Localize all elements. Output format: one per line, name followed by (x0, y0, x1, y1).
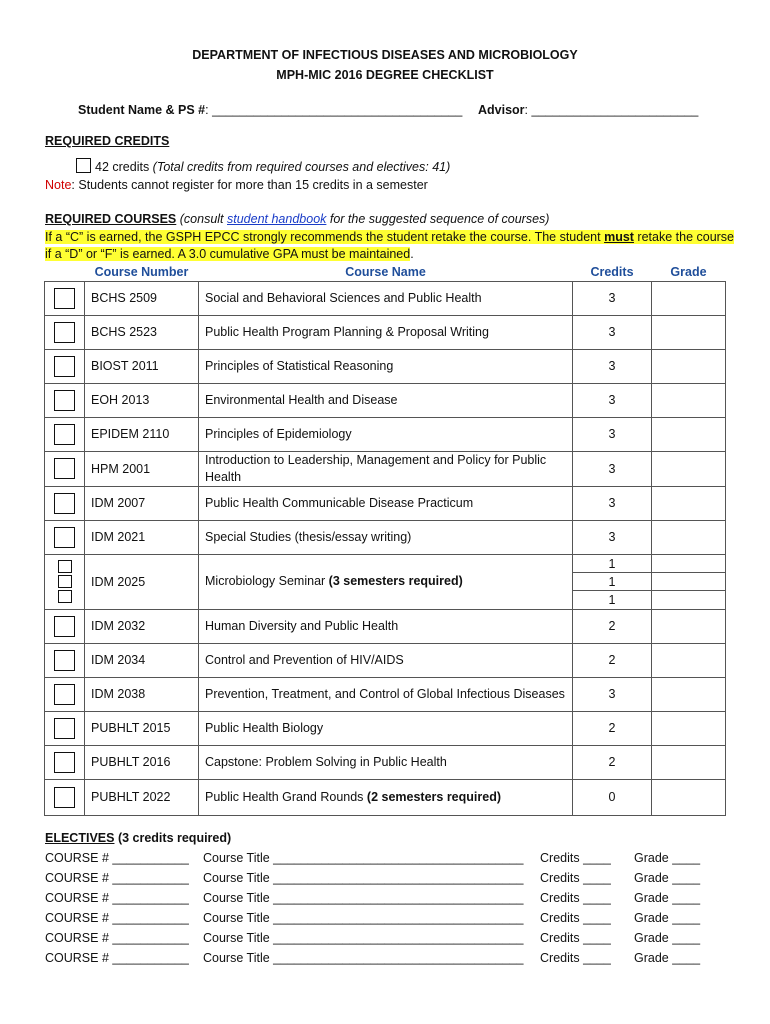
checkbox-icon[interactable] (54, 616, 75, 637)
check-cell (45, 520, 85, 554)
required-credits-heading: REQUIRED CREDITS (45, 134, 170, 148)
credits-cell (573, 609, 652, 643)
credits-cell (573, 711, 652, 745)
course-name-text: Public Health Program Planning & Proposal Writing (205, 324, 489, 339)
course-name-text: Social and Behavioral Sciences and Public Health (205, 290, 482, 305)
required-courses-heading-line (45, 212, 549, 226)
credit-value: 1 (608, 592, 616, 607)
credit-value: 3 (608, 291, 616, 305)
credit-value: 3 (608, 530, 616, 544)
student-handbook-link[interactable]: student handbook (227, 212, 327, 226)
course-name (199, 779, 573, 815)
checkbox-icon[interactable] (54, 322, 75, 343)
course-name (199, 745, 573, 779)
credits-cell (573, 315, 652, 349)
course-name (199, 677, 573, 711)
elective-course-number[interactable]: COURSE # ___________ (45, 891, 189, 905)
course-name (199, 383, 573, 417)
warning-period: . (410, 247, 414, 261)
credit-value: 3 (608, 427, 616, 441)
course-number: BIOST 2011 (85, 349, 199, 383)
course-name-text: Public Health Communicable Disease Practicum (205, 495, 474, 510)
note-line (45, 178, 428, 192)
credits-cell (573, 451, 652, 486)
course-number: IDM 2025 (85, 554, 199, 609)
course-number: IDM 2032 (85, 609, 199, 643)
table-row (45, 417, 726, 451)
elective-course-title[interactable]: Course Title ____________________________________ (203, 931, 524, 945)
checkbox-icon[interactable] (58, 575, 72, 588)
checkbox-icon[interactable] (54, 684, 75, 705)
student-name-label: Student Name & PS # (78, 103, 206, 117)
checkbox-icon[interactable] (54, 787, 75, 808)
course-name (199, 486, 573, 520)
required-credits-line (76, 158, 450, 174)
elective-grade[interactable]: Grade ____ (634, 951, 701, 965)
elective-course-title[interactable]: Course Title ____________________________________ (203, 871, 524, 885)
checkbox-icon[interactable] (54, 458, 75, 479)
checkbox-icon[interactable] (54, 390, 75, 411)
table-row (45, 349, 726, 383)
elective-course-number[interactable]: COURSE # ___________ (45, 931, 189, 945)
course-name (199, 349, 573, 383)
course-number: PUBHLT 2015 (85, 711, 199, 745)
table-body (45, 281, 726, 815)
electives-heading: ELECTIVES (45, 831, 115, 845)
course-number: PUBHLT 2022 (85, 779, 199, 815)
table-row (45, 486, 726, 520)
check-cell (45, 349, 85, 383)
grade-cell[interactable] (652, 711, 726, 745)
student-name-blank: : ____________________________________ (205, 103, 463, 117)
check-cell (45, 383, 85, 417)
grade-cell[interactable] (652, 554, 726, 609)
credit-value: 2 (608, 721, 616, 735)
credits-cell (573, 417, 652, 451)
checkbox-icon[interactable] (76, 158, 91, 173)
course-number: BCHS 2509 (85, 281, 199, 315)
credits-text: 42 credits (95, 160, 153, 174)
check-cell (45, 677, 85, 711)
table-row (45, 643, 726, 677)
grade-cell[interactable] (652, 383, 726, 417)
credits-cell (573, 554, 652, 609)
elective-row (45, 951, 725, 971)
warning-text-2: retake the course (633, 230, 735, 244)
check-cell (45, 554, 85, 609)
course-name-text: Principles of Epidemiology (205, 426, 352, 441)
grade-cell[interactable] (652, 417, 726, 451)
elective-credits[interactable]: Credits ____ (540, 931, 611, 945)
credit-value: 3 (608, 325, 616, 339)
header-course-number: Course Number (94, 264, 189, 279)
credits-cell (573, 745, 652, 779)
elective-course-title[interactable]: Course Title ____________________________________ (203, 851, 524, 865)
header-grade: Grade (670, 264, 707, 279)
check-cell (45, 486, 85, 520)
credits-cell (573, 486, 652, 520)
elective-row (45, 911, 725, 931)
course-number: IDM 2034 (85, 643, 199, 677)
student-name-field[interactable] (78, 103, 462, 117)
elective-course-title[interactable]: Course Title ____________________________________ (203, 951, 524, 965)
table-row (45, 451, 726, 486)
elective-course-number[interactable]: COURSE # ___________ (45, 951, 189, 965)
elective-course-title[interactable]: Course Title ____________________________________ (203, 911, 524, 925)
grade-cell[interactable] (652, 451, 726, 486)
course-number: EPIDEM 2110 (85, 417, 199, 451)
credits-note: (Total credits from required courses and electives: 41) (152, 160, 451, 174)
course-number: IDM 2007 (85, 486, 199, 520)
elective-credits[interactable]: Credits ____ (540, 911, 611, 925)
elective-credits[interactable]: Credits ____ (540, 851, 611, 865)
doc-title-line1: DEPARTMENT OF INFECTIOUS DISEASES AND MICROBIOLOGY (192, 48, 578, 62)
checkbox-icon[interactable] (54, 718, 75, 739)
checkbox-icon[interactable] (54, 752, 75, 773)
consult-post: for the suggested sequence of courses) (326, 212, 550, 226)
grade-cell[interactable] (652, 486, 726, 520)
note-text: : Students cannot register for more than 15 credits in a semester (71, 178, 428, 192)
credits-cell (573, 779, 652, 815)
course-name (199, 451, 573, 486)
table-row (45, 745, 726, 779)
course-name-text: Public Health Grand Rounds (205, 789, 367, 804)
course-number: BCHS 2523 (85, 315, 199, 349)
course-number: HPM 2001 (85, 451, 199, 486)
course-name-text: Public Health Biology (205, 720, 324, 735)
table-row (45, 677, 726, 711)
grade-cell[interactable] (652, 349, 726, 383)
credit-value: 3 (608, 461, 616, 476)
elective-course-number[interactable]: COURSE # ___________ (45, 871, 189, 885)
course-name-text: Introduction to Leadership, Management and Policy for Public Health (205, 452, 547, 484)
grade-subcell[interactable] (652, 573, 725, 591)
check-cell (45, 451, 85, 486)
grade-subcell[interactable] (652, 591, 725, 609)
course-number: EOH 2013 (85, 383, 199, 417)
elective-credits[interactable]: Credits ____ (540, 871, 611, 885)
credit-value: 1 (573, 555, 651, 573)
credits-cell (573, 677, 652, 711)
course-name-text: Capstone: Problem Solving in Public Health (205, 754, 447, 769)
warning-line-1 (45, 230, 734, 244)
electives-heading-line (45, 831, 231, 845)
check-cell (45, 609, 85, 643)
credit-value: 1 (573, 573, 651, 591)
grade-cell[interactable] (652, 520, 726, 554)
table-row (45, 520, 726, 554)
course-number: IDM 2038 (85, 677, 199, 711)
course-name (199, 643, 573, 677)
checkbox-icon[interactable] (54, 527, 75, 548)
table-row (45, 554, 726, 609)
course-name (199, 520, 573, 554)
credit-value: 3 (608, 393, 616, 407)
electives-heading-suffix: (3 credits required) (114, 831, 232, 845)
grade-cell[interactable] (652, 281, 726, 315)
credits-cell (573, 349, 652, 383)
credit-value: 2 (608, 755, 616, 769)
required-courses-table (44, 263, 726, 816)
course-name (199, 554, 573, 609)
check-cell (45, 281, 85, 315)
check-cell (45, 643, 85, 677)
required-courses-heading: REQUIRED COURSES (45, 212, 177, 226)
checkbox-icon[interactable] (54, 356, 75, 377)
grade-cell[interactable] (652, 745, 726, 779)
course-name-text: Prevention, Treatment, and Control of Global Infectious Diseases (205, 686, 565, 701)
course-name (199, 417, 573, 451)
credit-value: 3 (608, 359, 616, 373)
elective-credits[interactable]: Credits ____ (540, 891, 611, 905)
course-name-note: (3 semesters required) (328, 574, 463, 588)
elective-row (45, 871, 725, 891)
note-label: Note (45, 178, 72, 192)
header-check (45, 263, 85, 281)
course-name-text: Control and Prevention of HIV/AIDS (205, 652, 404, 667)
check-cell (45, 417, 85, 451)
elective-grade[interactable]: Grade ____ (634, 851, 701, 865)
credits-cell (573, 520, 652, 554)
elective-row (45, 931, 725, 951)
check-cell (45, 711, 85, 745)
elective-course-title[interactable]: Course Title ____________________________________ (203, 891, 524, 905)
course-number: IDM 2021 (85, 520, 199, 554)
advisor-label: Advisor (478, 103, 525, 117)
grade-cell[interactable] (652, 315, 726, 349)
elective-grade[interactable]: Grade ____ (634, 911, 701, 925)
credits-cell (573, 383, 652, 417)
table-header-row (45, 263, 726, 281)
checkbox-icon[interactable] (58, 560, 72, 573)
credit-value: 3 (608, 687, 616, 701)
credit-value: 2 (608, 619, 616, 633)
table-row (45, 281, 726, 315)
elective-row (45, 891, 725, 911)
credit-value: 3 (608, 496, 616, 510)
table-row (45, 609, 726, 643)
advisor-field[interactable] (478, 103, 698, 117)
table-row (45, 779, 726, 815)
header-credits: Credits (590, 264, 634, 279)
header-course-name: Course Name (345, 264, 426, 279)
check-cell (45, 745, 85, 779)
doc-title-line2: MPH-MIC 2016 DEGREE CHECKLIST (276, 68, 494, 82)
credit-value: 0 (608, 790, 616, 804)
credits-cell (573, 281, 652, 315)
course-name-text: Human Diversity and Public Health (205, 618, 399, 633)
course-name (199, 711, 573, 745)
checkbox-icon[interactable] (54, 650, 75, 671)
course-name-text: Principles of Statistical Reasoning (205, 358, 394, 373)
grade-cell[interactable] (652, 609, 726, 643)
table-row (45, 711, 726, 745)
elective-credits[interactable]: Credits ____ (540, 951, 611, 965)
elective-row (45, 851, 725, 871)
checkbox-icon[interactable] (54, 493, 75, 514)
elective-grade[interactable]: Grade ____ (634, 871, 701, 885)
credits-cell (573, 643, 652, 677)
warning-line-2 (45, 247, 414, 261)
elective-course-number[interactable]: COURSE # ___________ (45, 911, 189, 925)
course-name-text: Environmental Health and Disease (205, 392, 398, 407)
checkbox-icon[interactable] (54, 424, 75, 445)
checkbox-icon[interactable] (58, 590, 72, 603)
grade-cell[interactable] (652, 643, 726, 677)
course-name (199, 281, 573, 315)
check-cell (45, 315, 85, 349)
grade-subcell[interactable] (652, 555, 725, 573)
warning-text-3: if a “D” or “F” is earned. A 3.0 cumulative GPA must be maintained (45, 247, 411, 261)
table-row (45, 315, 726, 349)
warning-text-1: If a “C” is earned, the GSPH EPCC strongly recommends the student retake the course. The student (45, 230, 605, 244)
elective-grade[interactable]: Grade ____ (634, 891, 701, 905)
elective-grade[interactable]: Grade ____ (634, 931, 701, 945)
check-cell (45, 779, 85, 815)
course-name (199, 609, 573, 643)
course-name-note: (2 semesters required) (366, 789, 501, 804)
grade-cell[interactable] (652, 677, 726, 711)
consult-pre: (consult (176, 212, 227, 226)
checkbox-icon[interactable] (54, 288, 75, 309)
warning-must: must (604, 230, 634, 244)
course-number: PUBHLT 2016 (85, 745, 199, 779)
credit-value: 2 (608, 653, 616, 667)
advisor-blank: : ________________________ (524, 103, 699, 117)
table-row (45, 383, 726, 417)
course-name (199, 315, 573, 349)
course-name-text: Special Studies (thesis/essay writing) (205, 529, 412, 544)
elective-course-number[interactable]: COURSE # ___________ (45, 851, 189, 865)
course-name-text: Microbiology Seminar (205, 574, 329, 588)
grade-cell[interactable] (652, 779, 726, 815)
